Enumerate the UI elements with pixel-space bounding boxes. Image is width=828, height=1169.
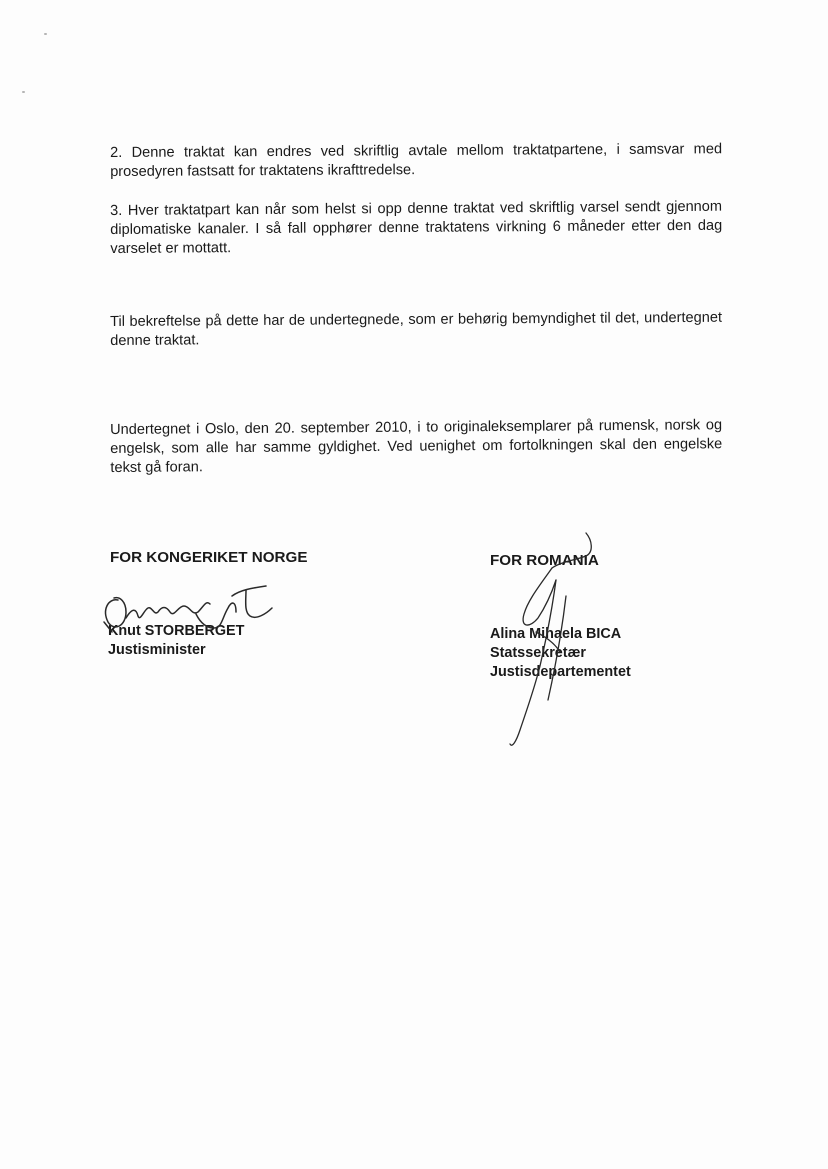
romania-signatory-heading: FOR ROMANIA [490,552,599,569]
romania-signatory-name: Alina Mihaela BICA [490,626,622,642]
norway-signatory-title: Justisminister [108,642,206,658]
scan-speck [22,91,25,93]
confirmation-paragraph: Til bekreftelse på dette har de undertegnede, som er behørig bemyndighet til det, undertegnet denne traktat. [110,309,723,349]
romania-signatory-title: Statssekretær [490,645,586,661]
signing-statement: Undertegnet i Oslo, den 20. september 2010, i to originaleksemplarer på rumensk, norsk og engelsk, som alle har samme gyldighet. Ved uenighet om fortolkningen skal den engelske tekst gå foran. [110,417,723,476]
norway-signatory-heading: FOR KONGERIKET NORGE [110,549,308,566]
norway-signatory-name: Knut STORBERGET [108,623,245,639]
romania-signatory-department: Justisdepartementet [490,664,631,680]
paragraph-3: 3. Hver traktatpart kan når som helst si opp denne traktat ved skriftlig varsel sendt gjennom diplomatiske kanaler. I så fall opphører denne traktatens virkning 6 måneder etter den dag varselet er mottatt. [110,198,723,257]
scan-speck [44,33,47,35]
paragraph-2: 2. Denne traktat kan endres ved skriftlig avtale mellom traktatpartene, i samsvar med prosedyren fastsatt for traktatens ikrafttredelse. [110,141,723,180]
